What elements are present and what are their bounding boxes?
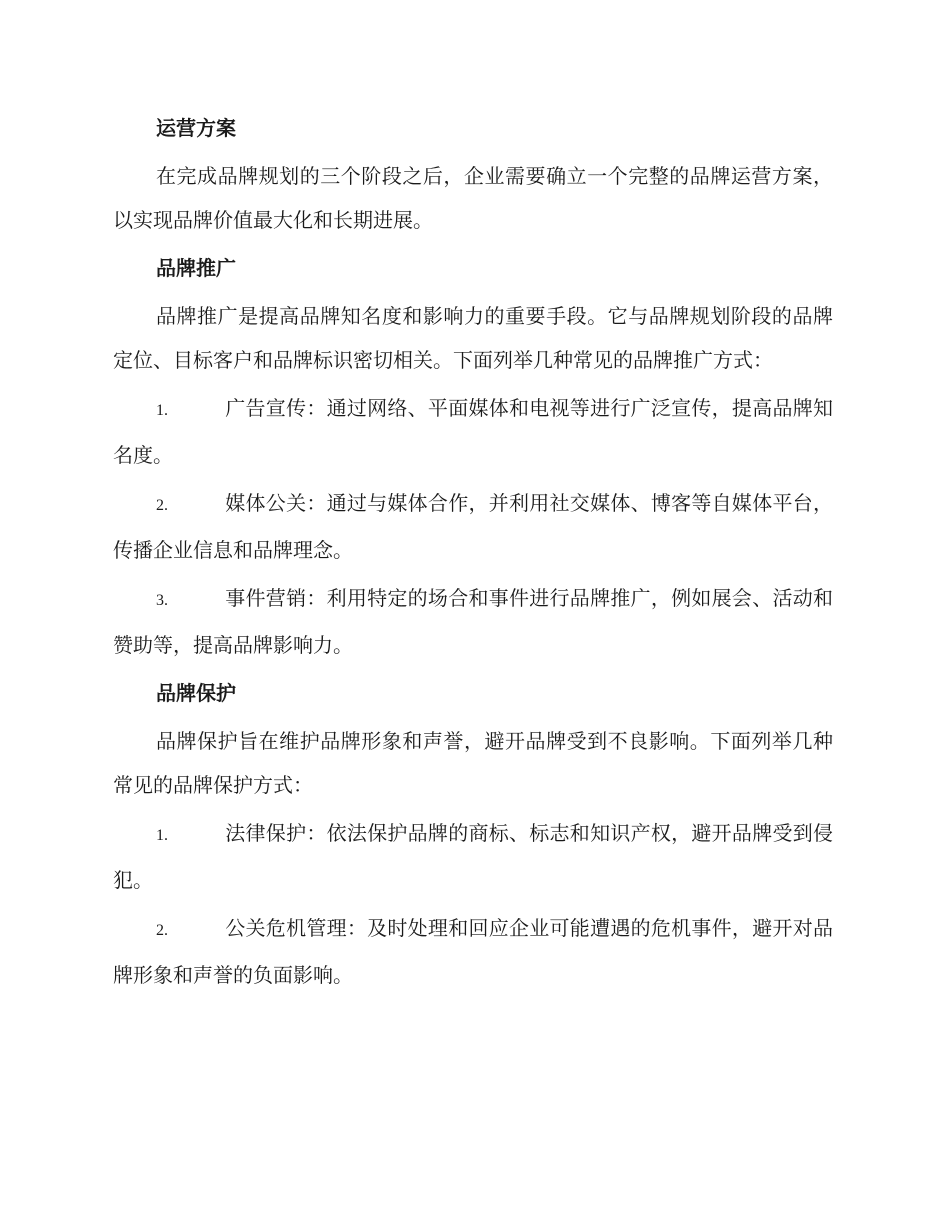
section-heading-brand-protection: 品牌保护 bbox=[156, 681, 236, 705]
list-item-text: 公关危机管理：及时处理和回应企业可能遭遇的危机事件，避开对品牌形象和声誉的负面影响。 bbox=[113, 916, 833, 987]
list-item-number: 1. bbox=[156, 402, 168, 419]
operations-plan-paragraph: 在完成品牌规划的三个阶段之后，企业需要确立一个完整的品牌运营方案，以实现品牌价值最大化和长期进展。 bbox=[113, 164, 833, 232]
document-body bbox=[113, 106, 833, 1001]
list-item bbox=[113, 386, 833, 477]
list-item bbox=[113, 481, 833, 572]
list-item-text: 事件营销：利用特定的场合和事件进行品牌推广，例如展会、活动和赞助等，提高品牌影响力。 bbox=[113, 586, 833, 657]
list-item bbox=[113, 811, 833, 902]
list-item-number: 1. bbox=[156, 827, 168, 844]
list-item bbox=[113, 576, 833, 667]
brand-promotion-paragraph: 品牌推广是提高品牌知名度和影响力的重要手段。它与品牌规划阶段的品牌定位、目标客户和品牌标识密切相关。下面列举几种常见的品牌推广方式： bbox=[113, 304, 833, 372]
list-item-number: 3. bbox=[156, 592, 168, 609]
list-item-text: 媒体公关：通过与媒体合作，并利用社交媒体、博客等自媒体平台，传播企业信息和品牌理念。 bbox=[113, 491, 833, 562]
list-item-text: 法律保护：依法保护品牌的商标、标志和知识产权，避开品牌受到侵犯。 bbox=[113, 821, 833, 892]
list-item-number: 2. bbox=[156, 497, 168, 514]
list-item-number: 2. bbox=[156, 922, 168, 939]
brand-protection-paragraph: 品牌保护旨在维护品牌形象和声誉，避开品牌受到不良影响。下面列举几种常见的品牌保护方式： bbox=[113, 729, 833, 797]
list-item-text: 广告宣传：通过网络、平面媒体和电视等进行广泛宣传，提高品牌知名度。 bbox=[113, 396, 833, 467]
section-heading-operations-plan: 运营方案 bbox=[156, 116, 236, 140]
list-item bbox=[113, 906, 833, 997]
section-heading-brand-promotion: 品牌推广 bbox=[156, 256, 236, 280]
